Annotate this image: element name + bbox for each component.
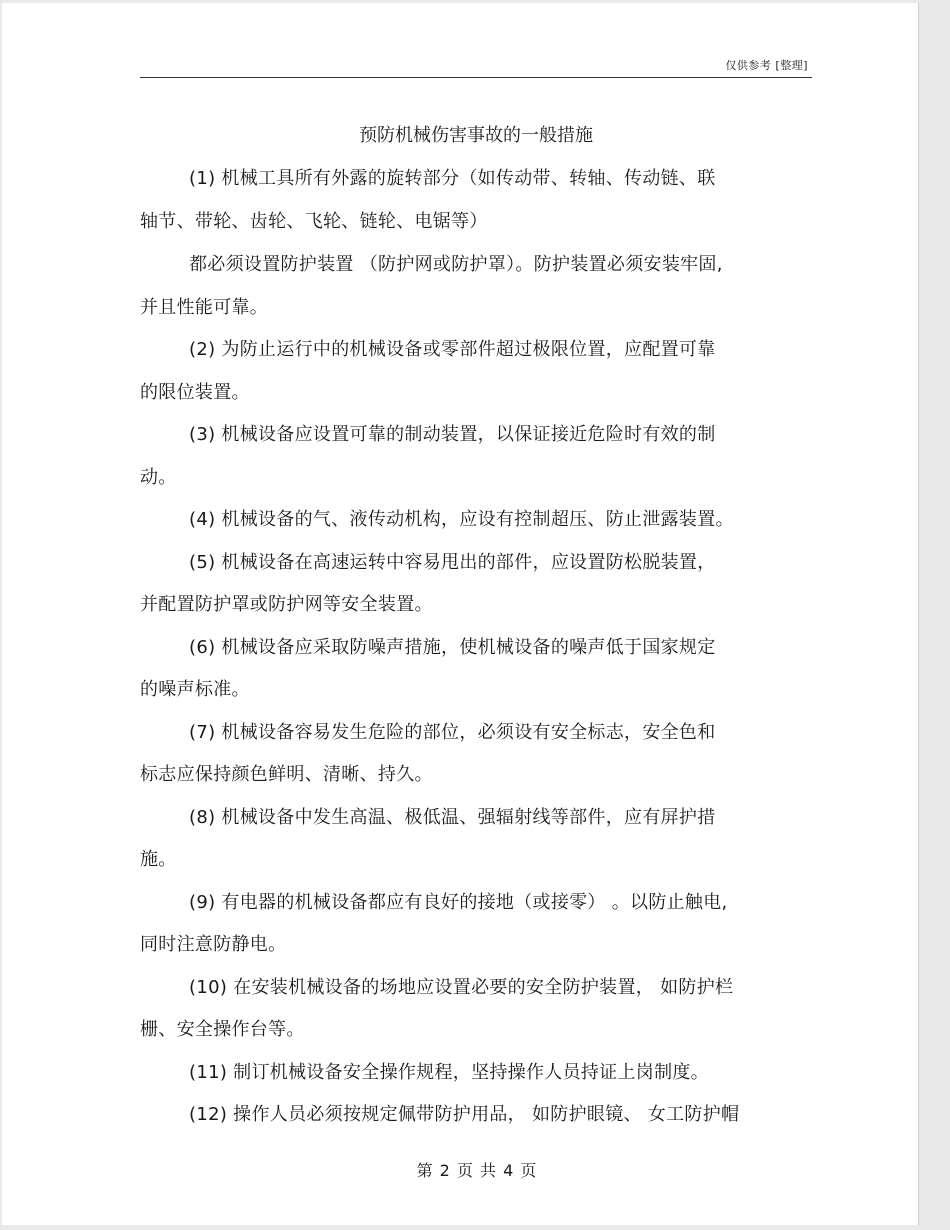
paragraph-line: 都必须设置防护装置 （防护网或防护罩）。防护装置必须安装牢固, — [189, 254, 723, 275]
paragraph-line: (4) 机械设备的气、液传动机构，应设有控制超压、防止泄露装置。 — [189, 509, 734, 530]
paragraph-line: (3) 机械设备应设置可靠的制动装置，以保证接近危险时有效的制 — [189, 424, 716, 445]
paragraph-line: 并配置防护罩或防护网等安全装置。 — [140, 594, 433, 615]
paragraph-line: (5) 机械设备在高速运转中容易甩出的部件，应设置防松脱装置， — [189, 552, 716, 573]
paragraph-line: (12) 操作人员必须按规定佩带防护用品， 如防护眼镜、 女工防护帽 — [189, 1104, 740, 1125]
paragraph-line: (7) 机械设备容易发生危险的部位，必须设有安全标志，安全色和 — [189, 722, 716, 743]
paragraph-line: 的噪声标准。 — [140, 679, 250, 700]
paragraph-line: 的限位装置。 — [140, 382, 250, 403]
paragraph-line: (11) 制订机械设备安全操作规程，坚持操作人员持证上岗制度。 — [189, 1062, 709, 1083]
paragraph-line: (10) 在安装机械设备的场地应设置必要的安全防护装置， 如防护栏 — [189, 977, 734, 998]
document-title: 预防机械伤害事故的一般措施 — [359, 125, 593, 146]
paragraph-line: (9) 有电器的机械设备都应有良好的接地（或接零） 。以防止触电, — [189, 892, 728, 913]
document-page — [2, 3, 919, 1225]
paragraph-line: 动。 — [140, 467, 177, 488]
paragraph-line: 轴节、带轮、齿轮、飞轮、链轮、电锯等） — [140, 211, 488, 232]
paragraph-line: 并且性能可靠。 — [140, 297, 269, 318]
paragraph-line: 标志应保持颜色鲜明、清晰、持久。 — [140, 764, 433, 785]
page-number: 第 2 页 共 4 页 — [416, 1161, 538, 1180]
paragraph-line: 同时注意防静电。 — [140, 934, 287, 955]
paragraph-line: (2) 为防止运行中的机械设备或零部件超过极限位置，应配置可靠 — [189, 339, 716, 360]
paragraph-line: (8) 机械设备中发生高温、极低温、强辐射线等部件，应有屏护措 — [189, 807, 716, 828]
header-note: 仅供参考 [整理] — [725, 59, 808, 72]
paragraph-line: 栅、安全操作台等。 — [140, 1019, 305, 1040]
paragraph-line: (1) 机械工具所有外露的旋转部分（如传动带、转轴、传动链、联 — [189, 168, 716, 189]
paragraph-line: 施。 — [140, 849, 177, 870]
paragraph-line: (6) 机械设备应采取防噪声措施，使机械设备的噪声低于国家规定 — [189, 637, 716, 658]
header-divider — [140, 77, 812, 78]
